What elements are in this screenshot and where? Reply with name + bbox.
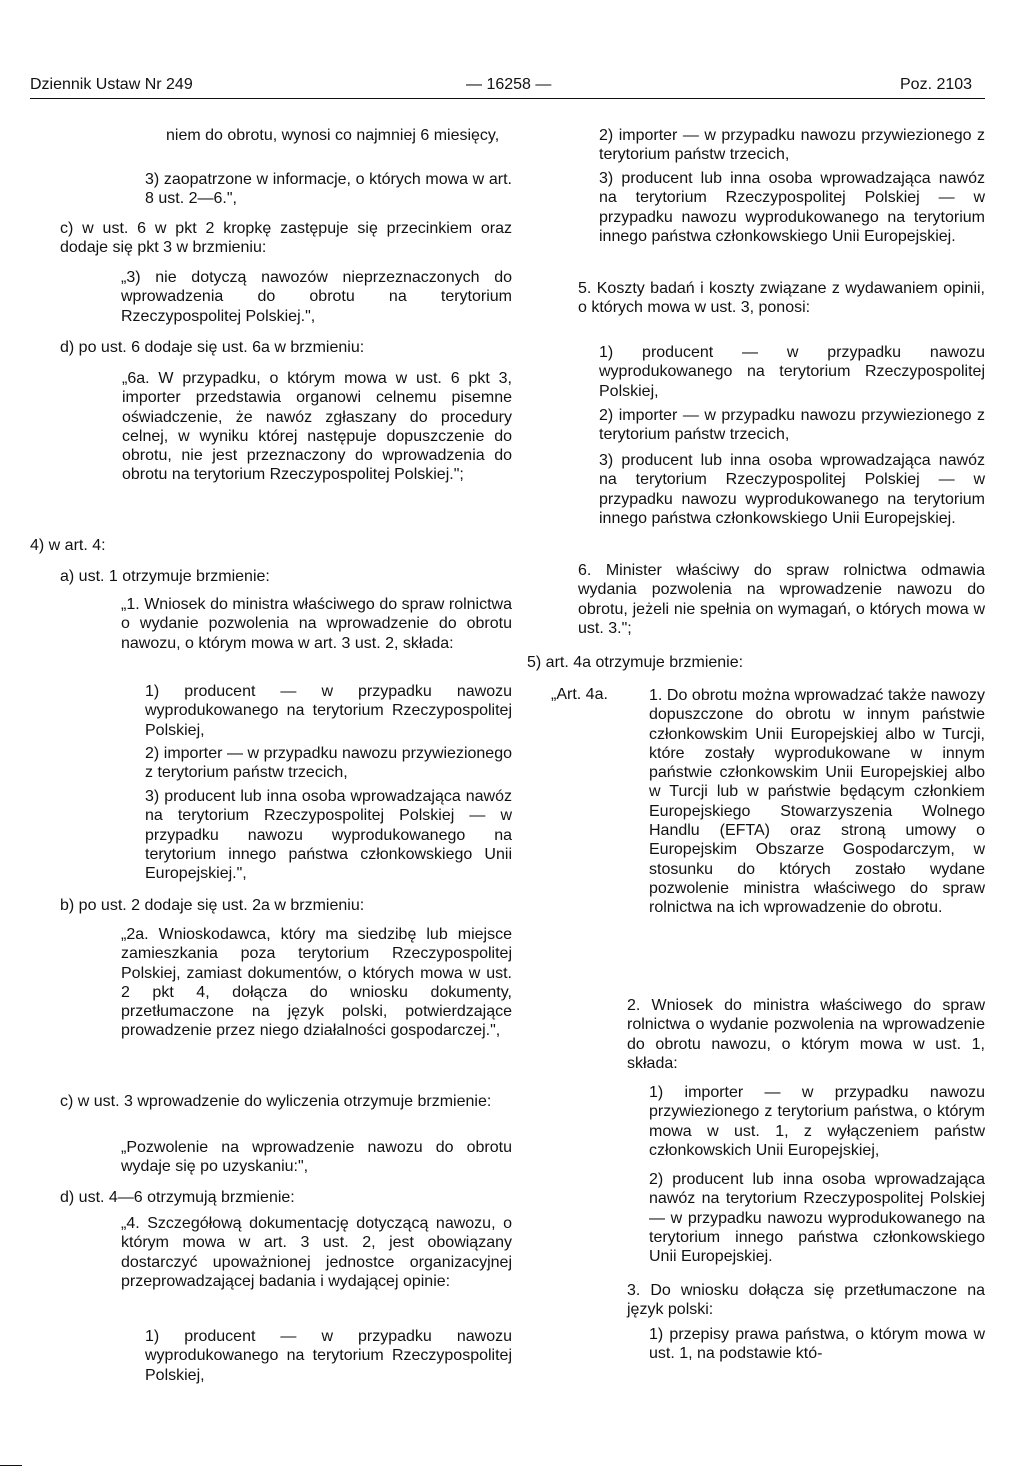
- list-item: 2) importer — w przypadku nawozu przywiezionego z terytorium państw trzecich,: [599, 127, 985, 164]
- quoted-paragraph-1: „1. Wniosek do ministra właściwego do spraw rolnictwa o wydanie pozwolenia na wprowadzenie do obrotu nawozu, o którym mowa w art. 3 ust. 2, składa:: [121, 596, 512, 652]
- article-4a-heading: 5) art. 4a otrzymuje brzmienie:: [527, 654, 744, 671]
- amendment-c-ust3: c) w ust. 3 wprowadzenie do wyliczenia otrzymuje brzmienie:: [60, 1093, 492, 1110]
- article-4-heading: 4) w art. 4:: [30, 537, 106, 554]
- list-item: 3) producent lub inna osoba wprowadzająca nawóz na terytorium Rzeczypospolitej Polskiej — w przypadku nawozu wyprodukowanego na terytorium innego państwa członkowskiego Unii Europejskiej.: [599, 170, 985, 245]
- list-item: 2) producent lub inna osoba wprowadzająca nawóz na terytorium Rzeczypospolitej Polskiej — w przypadku nawozu wyprodukowanego na terytorium innego państwa członkowskiego Unii Europejskiej.: [649, 1171, 985, 1266]
- amendment-c: c) w ust. 6 w pkt 2 kropkę zastępuje się przecinkiem oraz dodaje się pkt 3 w brzmieniu:: [60, 220, 512, 257]
- list-item: 3) zaopatrzone w informacje, o których mowa w art. 8 ust. 2—6.",: [145, 171, 512, 208]
- journal-title: Dziennik Ustaw Nr 249: [30, 76, 193, 93]
- list-item: 1) producent — w przypadku nawozu wyprodukowanego na terytorium Rzeczypospolitej Polskiej,: [145, 1328, 512, 1384]
- amendment-b: b) po ust. 2 dodaje się ust. 2a w brzmieniu:: [60, 897, 365, 914]
- paragraph-5: 5. Koszty badań i koszty związane z wydawaniem opinii, o których mowa w ust. 3, ponosi:: [578, 280, 985, 317]
- amendment-a: a) ust. 1 otrzymuje brzmienie:: [60, 568, 270, 585]
- paragraph: niem do obrotu, wynosi co najmniej 6 miesięcy,: [166, 127, 500, 144]
- article-4a-paragraph-1: 1. Do obrotu można wprowadzać także nawozy dopuszczone do obrotu w innym państwie członkowskim Unii Europejskiej albo w Turcji, które zostały wyprodukowane w innym państwie członkowskim Unii Europejskiej albo w Turcji lub w państwie będącym członkiem Europejskiego Stowarzyszenia Wolnego Handlu (EFTA) oraz stroną umowy o Europejskim Obszarze Gospodarczym, w stosunku do których zostało wydane pozwolenie ministra właściwego do spraw rolnictwa na ich wprowadzenie do obrotu.: [649, 687, 985, 917]
- quoted-introduction: „Pozwolenie na wprowadzenie nawozu do obrotu wydaje się po uzyskaniu:",: [121, 1139, 512, 1176]
- list-item: 3) producent lub inna osoba wprowadzająca nawóz na terytorium Rzeczypospolitej Polskiej — w przypadku nawozu wyprodukowanego na terytorium innego państwa członkowskiego Unii Europejskiej.",: [145, 788, 512, 883]
- quoted-point: „3) nie dotyczą nawozów nieprzeznaczonych do wprowadzenia do obrotu na terytorium Rzeczypospolitej Polskiej.",: [121, 269, 512, 325]
- article-4a-prefix: „Art. 4a.: [551, 686, 608, 703]
- header-rule: [30, 98, 985, 99]
- paragraph-6: 6. Minister właściwy do spraw rolnictwa odmawia wydania pozwolenia na wprowadzenie nawozu do obrotu, jeżeli nie spełnia on wymagań, o których mowa w ust. 3.";: [578, 562, 985, 637]
- list-item: 1) producent — w przypadku nawozu wyprodukowanego na terytorium Rzeczypospolitej Polskiej,: [145, 683, 512, 739]
- list-item: 1) przepisy prawa państwa, o którym mowa w ust. 1, na podstawie któ-: [649, 1326, 985, 1363]
- amendment-d: d) po ust. 6 dodaje się ust. 6a w brzmieniu:: [60, 339, 365, 356]
- position-number: Poz. 2103: [900, 76, 973, 93]
- list-item: 2) importer — w przypadku nawozu przywiezionego z terytorium państw trzecich,: [145, 745, 512, 782]
- article-4a-paragraph-2: 2. Wniosek do ministra właściwego do spraw rolnictwa o wydanie pozwolenia na wprowadzenie do obrotu nawozu, o którym mowa w ust. 1, składa:: [627, 997, 985, 1072]
- list-item: 1) producent — w przypadku nawozu wyprodukowanego na terytorium Rzeczypospolitej Polskiej,: [599, 344, 985, 400]
- list-item: 1) importer — w przypadku nawozu przywiezionego z terytorium państwa, o którym mowa w ust. 1, z wyłączeniem państw członkowskich Unii Europejskiej,: [649, 1084, 985, 1159]
- quoted-paragraph-4: „4. Szczegółową dokumentację dotyczącą nawozu, o którym mowa w art. 3 ust. 2, jest obowiązany dostarczyć upoważnionej jednostce organizacyjnej przeprowadzającej badania i wydającej opinie:: [121, 1215, 512, 1290]
- amendment-d-ust4-6: d) ust. 4—6 otrzymują brzmienie:: [60, 1189, 295, 1206]
- quoted-paragraph-2a: „2a. Wnioskodawca, który ma siedzibę lub miejsce zamieszkania poza terytorium Rzeczypospolitej Polskiej, zamiast dokumentów, o których mowa w ust. 2 pkt 4, dołącza do wniosku dokumenty, przetłumaczone na język polski, potwierdzające prowadzenie przez niego działalności gospodarczej.",: [121, 926, 512, 1040]
- page-number: — 16258 —: [466, 76, 552, 93]
- quoted-paragraph-6a: „6a. W przypadku, o którym mowa w ust. 6 pkt 3, importer przedstawia organowi celnemu pisemne oświadczenie, że nawóz zgłaszany do procedury celnej, w wyniku której następuje dopuszczenie do obrotu, nie jest przeznaczony do wprowadzenia do obrotu na terytorium Rzeczypospolitej Polskiej.";: [122, 370, 512, 484]
- list-item: 2) importer — w przypadku nawozu przywiezionego z terytorium państw trzecich,: [599, 407, 985, 444]
- list-item: 3) producent lub inna osoba wprowadzająca nawóz na terytorium Rzeczypospolitej Polskiej — w przypadku nawozu wyprodukowanego na terytorium innego państwa członkowskiego Unii Europejskiej.: [599, 452, 985, 527]
- article-4a-paragraph-3: 3. Do wniosku dołącza się przetłumaczone na język polski:: [627, 1282, 985, 1319]
